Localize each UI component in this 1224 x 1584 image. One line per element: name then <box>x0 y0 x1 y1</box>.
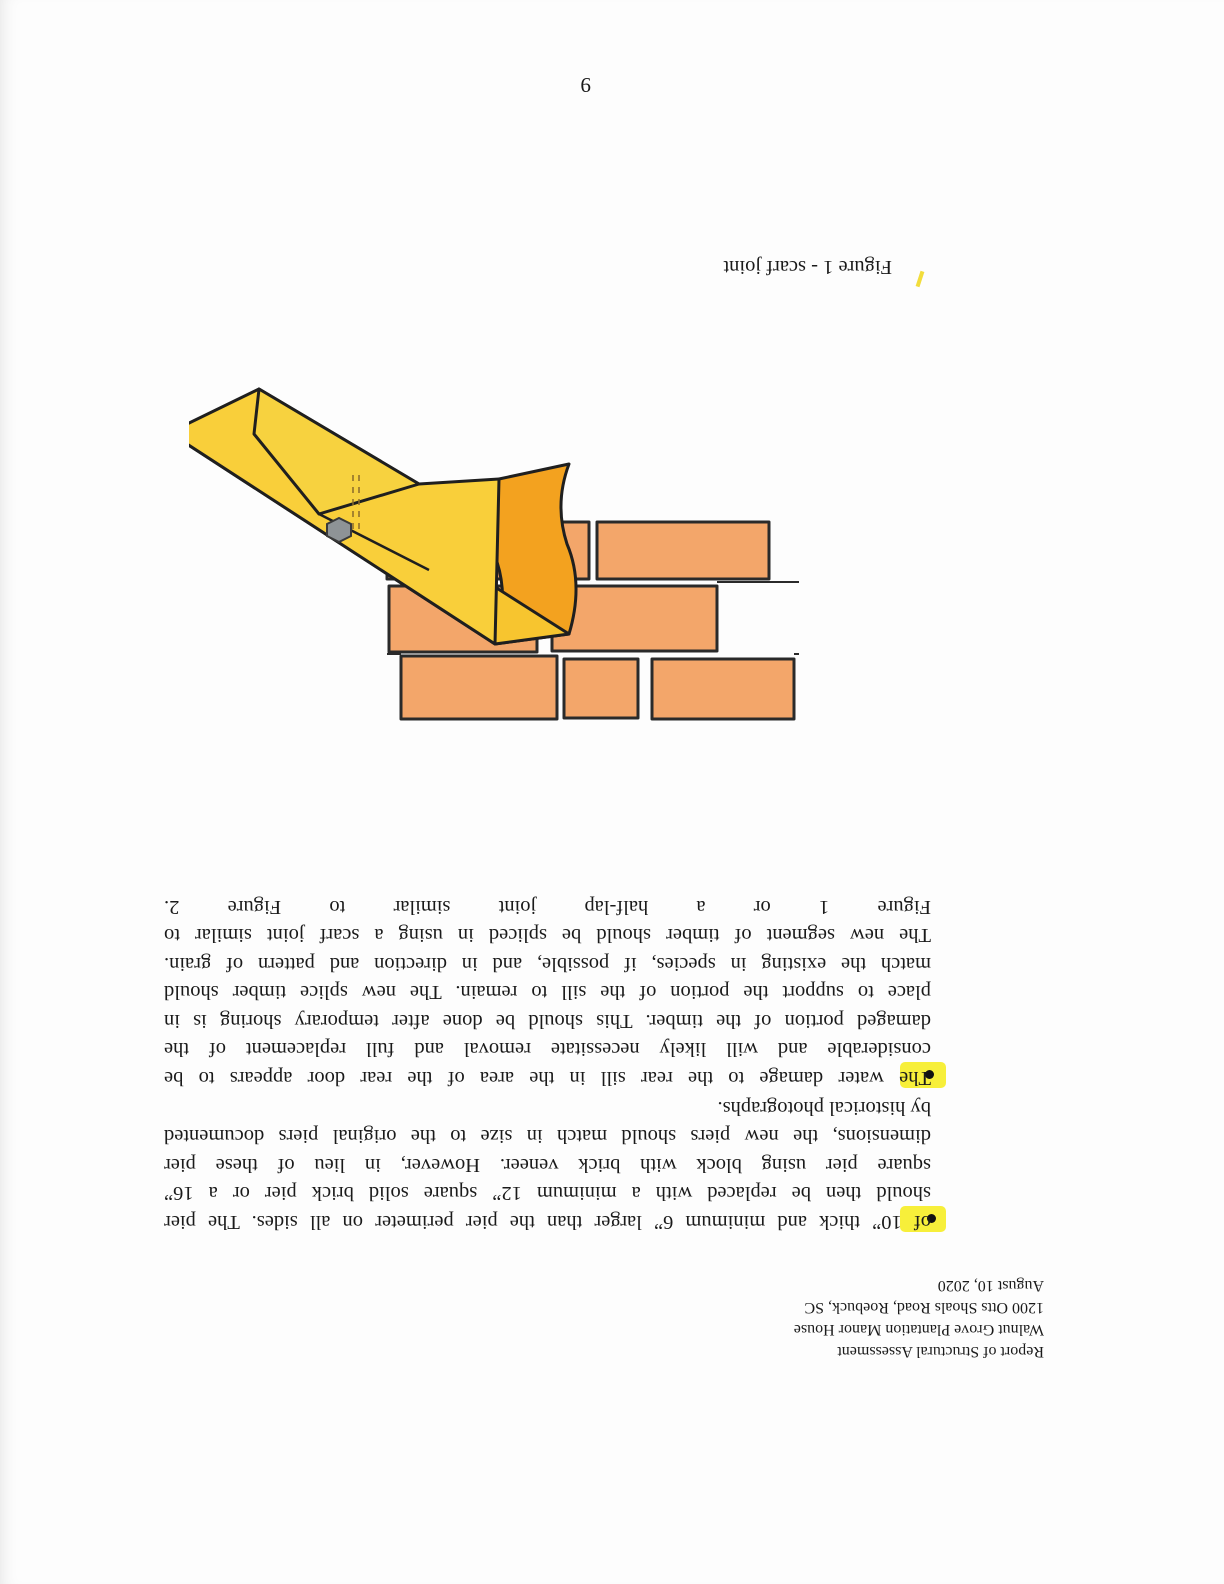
paragraph-line: square pier using block with brick veneer. However, in lieu of these pier <box>164 1154 931 1176</box>
brick <box>401 656 557 719</box>
paragraph-line: of 10” thick and minimum 6” larger than the pier perimeter on all sides. The pier <box>164 1211 931 1233</box>
scarf-joint-illustration <box>189 364 799 794</box>
header-date: August 10, 2020 <box>937 1277 1044 1294</box>
paragraph-line: Figure 1 or a half-lap joint similar to Figure 2. <box>164 896 931 918</box>
paragraph-line: The new segment of timber should be spliced in using a scarf joint similar to <box>164 924 931 947</box>
paragraph-line: damaged portion of the timber. This should be done after temporary shoring is in <box>164 1010 931 1032</box>
report-header <box>794 1274 1044 1362</box>
page-number: 9 <box>580 73 591 97</box>
paragraph-sill-damage <box>164 893 931 1093</box>
brick <box>564 659 638 718</box>
bolt-icon <box>327 518 351 542</box>
paragraph-line: The water damage to the rear sill in the area of the rear door appears to be <box>164 1067 931 1089</box>
paragraph-line: by historical photographs. <box>717 1097 931 1119</box>
paragraph-line: match the existing in species, if possible, and in direction and pattern of grain. <box>164 953 931 975</box>
paragraph-line: should then be replaced with a minimum 12” square solid brick pier or a 16” <box>164 1182 931 1205</box>
paragraph-line: dimensions, the new piers should match in size to the original piers documented <box>164 1125 931 1148</box>
paragraph-line: considerable and will likely necessitate removal and full replacement of the <box>164 1038 931 1061</box>
brick <box>652 659 794 719</box>
header-report-title: Report of Structural Assessment <box>837 1343 1044 1360</box>
brick <box>597 522 769 579</box>
timber-side-face <box>189 389 499 644</box>
highlight-mark <box>916 271 925 287</box>
header-address: 1200 Otts Shoals Road, Roebuck, SC <box>804 1299 1044 1316</box>
timber-sill <box>189 389 576 644</box>
scarf-joint-figure <box>189 364 799 794</box>
header-property-name: Walnut Grove Plantation Manor House <box>793 1321 1044 1338</box>
figure-caption: Figure 1 - scarf joint <box>723 256 892 278</box>
paragraph-pier-replacement <box>164 1094 931 1237</box>
paragraph-line: place to support the portion of the sill to remain. The new splice timber should <box>164 981 931 1004</box>
